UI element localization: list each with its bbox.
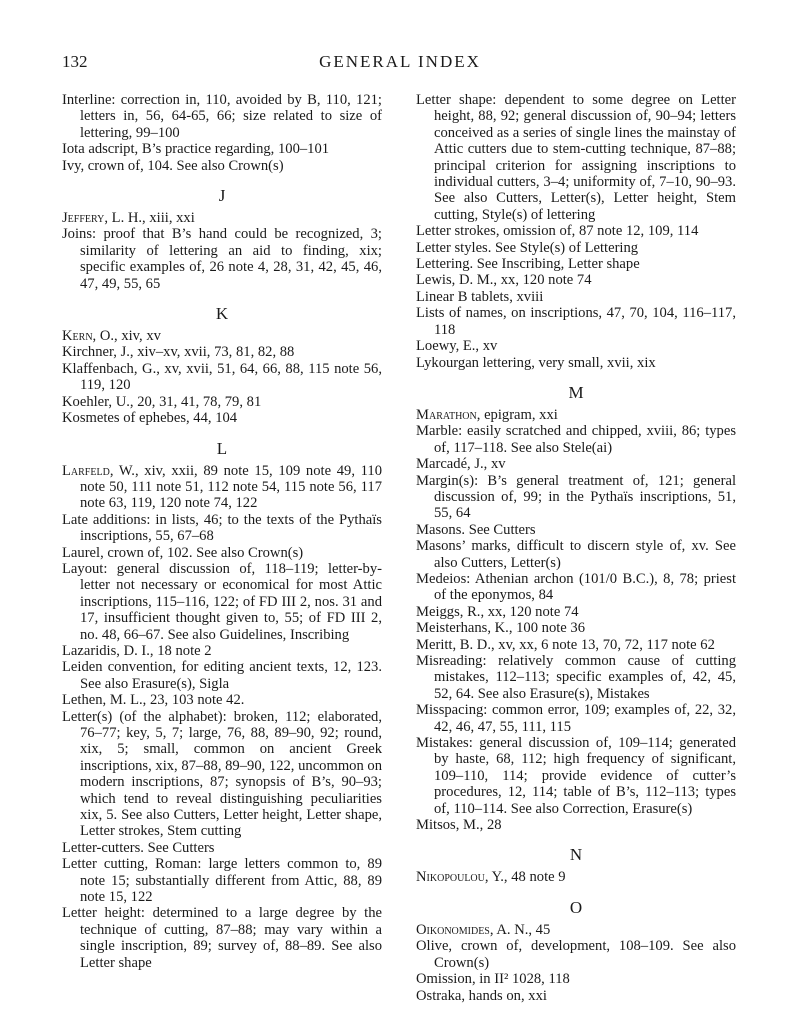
index-column-left [62,92,382,971]
entry-text: Letter styles. See Style(s) of Lettering [416,239,639,256]
entry-text: Lists of names, on inscriptions, 47, 70, 104, 116–117, 118 [416,305,736,338]
entry-text: Medeios: Athenian archon (101/0 B.C.), 8, 78; priest of the eponymos, 84 [416,570,736,604]
entry-text: , W., xiv, xxii, 89 note 15, 109 note 49, 110 note 50, 111 note 51, 112 note 54, 115 note 56, 117 note 63, 119, 120 note 74, 122 [80,462,382,512]
page-number: 132 [62,52,88,71]
index-entry [416,938,736,971]
index-entry [62,463,382,512]
entry-text: Kosmetes of ephebes, 44, 104 [62,410,238,427]
index-entry [416,305,736,338]
entry-text: Loewy, E., xv [416,338,498,355]
entry-text: Joins: proof that B’s hand could be recognized, 3; similarity of lettering an aid to finding, xix; specific examples of, 26 note 4, 28, 31, 42, 45, 46, 47, 49, 55, 65 [62,226,382,292]
entry-text: Marcadé, J., xv [416,456,506,473]
index-entry [416,256,736,272]
index-entry [62,840,382,856]
entry-text: Letter cutting, Roman: large letters common to, 89 note 15; substantially different from Attic, 88, 89 note 15, 122 [62,856,382,906]
entry-text: , epigram, xxi [476,406,558,423]
index-entry [416,620,736,636]
entry-text: Klaffenbach, G., xv, xvii, 51, 64, 66, 88, 115 note 56, 119, 120 [62,360,382,394]
index-entry [416,473,736,522]
index-entry [62,692,382,708]
entry-text: Masons. See Cutters [416,521,536,538]
entry-text: Lettering. See Inscribing, Letter shape [416,256,640,273]
index-entry [416,338,736,354]
index-entry [62,344,382,360]
index-entry [416,988,736,1004]
entry-text: Meisterhans, K., 100 note 36 [416,620,586,637]
entry-text: , Y., 48 note 9 [484,869,566,886]
entry-text: Layout: general discussion of, 118–119; letter-by-letter not necessary or economical for most Attic inscriptions, 115–116, 122; of FD III 2, nos. 31 and 17, insufficient thought given to, 55; of FD III 2, no. 48, 66–67. See also Guidelines, Inscribing [62,560,382,643]
entry-heading: Jeffery [62,210,105,227]
entry-text: Letter(s) (of the alphabet): broken, 112; elaborated, 76–77; key, 5, 7; large, 76, 88, 89–90, 92; round, xix, 5; small, common on ancient Greek inscriptions, xix, 87–88, 89–90, 122, uncommon on modern inscriptions, 87; synopsis of B’s, 90–93; which tend to reveal distinguishing peculiarities xix, 5. See also Cutters, Letter height, Letter shape, Letter strokes, Stem cutting [62,708,383,840]
index-entry [62,141,382,157]
entry-text: Margin(s): B’s general treatment of, 121; general discussion of, 99; in the Pythaïs inscriptions, 51, 55, 64 [416,472,736,522]
index-entry [416,538,736,571]
entry-text: Letter shape: dependent to some degree on Letter height, 88, 92; general discussion of, 90–94; letters conceived as a series of single lines the mainstay of Attic cutters due to stem-cutting technique, 87–88; principal criterion for assigning inscriptions to individual cutters, 3–4; uniformity of, 7–10, 90–93. See also Cutters, Letter(s), Letter height, Stem cutting, Style(s) of lettering [416,92,736,223]
entry-text: Kirchner, J., xiv–xv, xvii, 73, 81, 82, 88 [62,344,295,361]
entry-text: Lewis, D. M., xx, 120 note 74 [416,272,592,289]
page-header [62,52,738,76]
entry-heading: Marathon [416,406,477,423]
entry-text: Lazaridis, D. I., 18 note 2 [62,642,212,659]
index-entry [62,226,382,292]
index-entry [62,709,382,840]
index-entry [62,394,382,410]
entry-text: Iota adscript, B’s practice regarding, 100–101 [62,141,330,158]
index-entry [416,971,736,987]
index-entry [416,423,736,456]
entry-heading: Kern [62,328,93,345]
index-entry [62,328,382,344]
entry-text: Letter strokes, omission of, 87 note 12, 109, 114 [416,223,699,240]
index-entry [416,869,736,885]
entry-text: Linear B tablets, xviii [416,288,544,305]
index-entry [62,210,382,226]
index-column-right [416,92,736,1004]
entry-text: Leiden convention, for editing ancient texts, 12, 123. See also Erasure(s), Sigla [62,659,382,692]
section-letter: M [568,382,584,402]
index-entry [62,92,382,141]
index-entry [62,545,382,561]
entry-heading: Nikopoulou [416,869,485,886]
entry-text: Koehler, U., 20, 31, 41, 78, 79, 81 [62,393,262,410]
entry-text: Meritt, B. D., xv, xx, 6 note 13, 70, 72, 117 note 62 [416,636,715,653]
entry-text: Misreading: relatively common cause of cutting mistakes, 112–113; specific examples of, 42, 45, 52, 64. See also Erasure(s), Mistakes [416,653,736,702]
index-entry [416,653,736,702]
index-entry [62,158,382,174]
entry-heading: Oikonomides [416,921,490,938]
entry-text: Late additions: in lists, 46; to the texts of the Pythaïs inscriptions, 55, 67–68 [62,511,382,545]
entry-text: Ostraka, hands on, xxi [416,987,547,1004]
entry-text: Masons’ marks, difficult to discern style of, xv. See also Cutters, Letter(s) [416,538,736,571]
index-entry [416,355,736,371]
index-entry [416,407,736,423]
entry-text: , O., xiv, xv [92,328,161,345]
index-entry [416,272,736,288]
section-letter: O [569,897,583,917]
index-entry [62,905,382,971]
entry-text: Laurel, crown of, 102. See also Crown(s) [62,544,304,561]
entry-heading: Larfeld [62,462,110,479]
entry-text: Ivy, crown of, 104. See also Crown(s) [62,157,284,174]
index-entry [416,456,736,472]
section-letter: K [215,304,229,324]
index-entry [62,856,382,905]
entry-text: Olive, crown of, development, 108–109. See also Crown(s) [416,938,736,971]
index-entry [416,92,736,223]
entry-text: Lykourgan lettering, very small, xvii, xix [416,354,656,371]
entry-text: , A. N., 45 [489,921,551,938]
section-letter: J [218,186,226,206]
index-entry [62,561,382,643]
entry-text: Omission, in II² 1028, 118 [416,971,570,988]
entry-text: Letter height: determined to a large degree by the technique of cutting, 87–88; may vary within a single inscription, 89; survey of, 88–89. See also Letter shape [62,905,382,971]
entry-text: Lethen, M. L., 23, 103 note 42. [62,692,245,709]
index-entry [62,410,382,426]
entry-text: Misspacing: common error, 109; examples of, 22, 32, 42, 46, 47, 55, 111, 115 [416,702,736,735]
index-entry [62,512,382,545]
index-entry [416,571,736,604]
entry-text: Interline: correction in, 110, avoided by B, 110, 121; letters in, 56, 64-65, 66; size related to size of lettering, 99–100 [62,92,382,141]
index-entry [62,361,382,394]
entry-text: , L. H., xiii, xxi [104,210,195,227]
index-entry [416,702,736,735]
index-entry [62,643,382,659]
entry-text: Letter-cutters. See Cutters [62,839,215,856]
index-entry [416,522,736,538]
section-letter: N [569,845,583,865]
index-entry [416,604,736,620]
entry-text: Meiggs, R., xx, 120 note 74 [416,603,579,620]
running-head: GENERAL INDEX [319,52,481,71]
section-letter: L [216,438,228,458]
index-entry [416,637,736,653]
entry-text: Mistakes: general discussion of, 109–114; generated by haste, 68, 112; high frequency of significant, 109–110, 114; provide evidence of cutter’s procedures, 12, 114; table of B’s, 112–113; types of, 110–114. See also Correction, Erasure(s) [416,735,736,817]
index-entry [62,659,382,692]
index-entry [416,735,736,817]
index-entry [416,922,736,938]
entry-text: Mitsos, M., 28 [416,817,502,834]
index-entry [416,289,736,305]
index-entry [416,223,736,239]
index-entry [416,240,736,256]
entry-text: Marble: easily scratched and chipped, xviii, 86; types of, 117–118. See also Stele(ai) [416,423,736,456]
index-entry [416,817,736,833]
